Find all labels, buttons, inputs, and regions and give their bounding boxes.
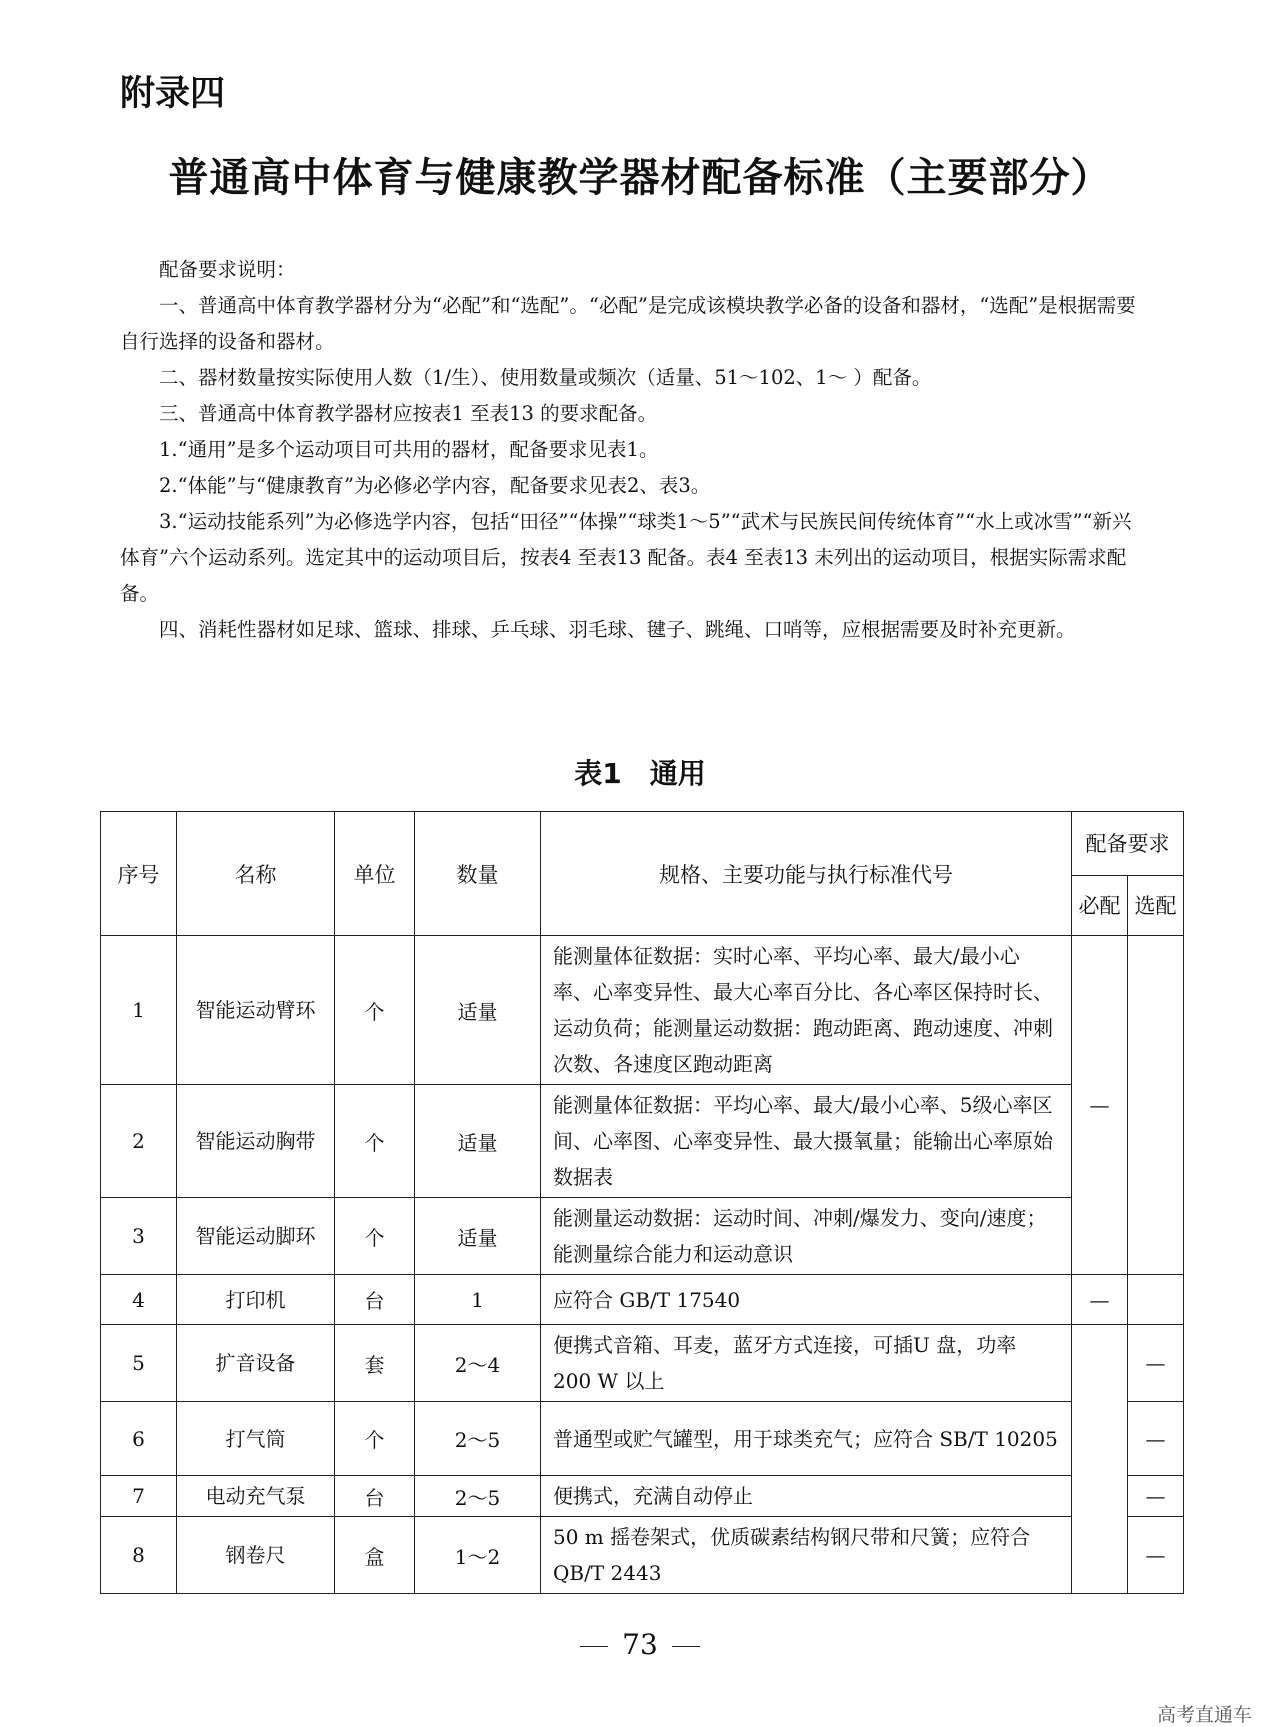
table-row (101, 1198, 1184, 1275)
row-index: 7 (101, 1476, 177, 1517)
dash-left (580, 1646, 608, 1647)
optional-mark: — (1128, 1476, 1184, 1517)
optional-mark: — (1128, 1325, 1184, 1402)
row-quantity: 适量 (415, 1085, 541, 1198)
row-spec: 普通型或贮气罐型，用于球类充气；应符合 SB/T 10205 (541, 1402, 1072, 1476)
header-index: 序号 (101, 812, 177, 936)
row-unit: 台 (335, 1275, 415, 1325)
row-name: 扩音设备 (177, 1325, 335, 1402)
required-mark: — (1072, 936, 1128, 1275)
row-name: 打气筒 (177, 1402, 335, 1476)
header-spec: 规格、主要功能与执行标准代号 (541, 812, 1072, 936)
row-quantity: 2～5 (415, 1402, 541, 1476)
row-spec: 50 m 摇卷架式，优质碳素结构钢尺带和尺簧；应符合 QB/T 2443 (541, 1517, 1072, 1594)
row-quantity: 1 (415, 1275, 541, 1325)
note-paragraph: 三、普通高中体育教学器材应按表1 至表13 的要求配备。 (159, 402, 658, 425)
note-paragraph: 一、普通高中体育教学器材分为“必配”和“选配”。“必配”是完成该模块教学必备的设备和器材，“选配”是根据需要自行选择的设备和器材。 (120, 294, 1136, 353)
note-paragraph: 2.“体能”与“健康教育”为必修必学内容，配备要求见表2、表3。 (159, 474, 711, 497)
optional-mark: — (1128, 1402, 1184, 1476)
row-spec: 能测量运动数据：运动时间、冲刺/爆发力、变向/速度；能测量综合能力和运动意识 (541, 1198, 1072, 1275)
optional-cell (1128, 1275, 1184, 1325)
row-spec: 应符合 GB/T 17540 (541, 1275, 1072, 1325)
row-quantity: 适量 (415, 1198, 541, 1275)
row-name: 智能运动臂环 (177, 936, 335, 1085)
row-quantity: 2～4 (415, 1325, 541, 1402)
table-number: 表1 (574, 757, 622, 790)
table-row (101, 1517, 1184, 1594)
row-index: 3 (101, 1198, 177, 1275)
row-unit: 套 (335, 1325, 415, 1402)
row-index: 2 (101, 1085, 177, 1198)
dash-right (672, 1646, 700, 1647)
table-row (101, 1275, 1184, 1325)
row-unit: 个 (335, 1085, 415, 1198)
row-spec: 便携式，充满自动停止 (541, 1476, 1072, 1517)
table-row (101, 1325, 1184, 1402)
row-unit: 盒 (335, 1517, 415, 1594)
row-name: 打印机 (177, 1275, 335, 1325)
row-spec: 能测量体征数据：平均心率、最大/最小心率、5级心率区间、心率图、心率变异性、最大摄氧量；能输出心率原始数据表 (541, 1085, 1072, 1198)
row-spec: 能测量体征数据：实时心率、平均心率、最大/最小心率、心率变异性、最大心率百分比、各心率区保持时长、运动负荷；能测量运动数据：跑动距离、跑动速度、冲刺次数、各速度区跑动距离 (541, 936, 1072, 1085)
note-paragraph: 四、消耗性器材如足球、篮球、排球、乒乓球、羽毛球、毽子、跳绳、口哨等，应根据需要及时补充更新。 (159, 618, 1076, 641)
row-index: 8 (101, 1517, 177, 1594)
header-required: 必配 (1072, 876, 1128, 936)
note-paragraph: 3.“运动技能系列”为必修选学内容，包括“田径”“体操”“球类1～5”“武术与民族民间传统体育”“水上或冰雪”“新兴体育”六个运动系列。选定其中的运动项目后，按表4 至表13 配备。表4 至表13 未列出的运动项目，根据实际需求配备。 (120, 510, 1132, 605)
row-index: 5 (101, 1325, 177, 1402)
table-row (101, 1402, 1184, 1476)
header-unit: 单位 (335, 812, 415, 936)
page-title: 普通高中体育与健康教学器材配备标准（主要部分） (168, 155, 1112, 201)
header-requirement: 配备要求 (1072, 812, 1184, 876)
requirement-notes (120, 252, 1150, 648)
row-quantity: 1～2 (415, 1517, 541, 1594)
notes-heading: 配备要求说明： (159, 258, 296, 281)
page-number-value: 73 (622, 1628, 658, 1661)
required-cell (1072, 1325, 1128, 1594)
appendix-label: 附录四 (120, 74, 226, 114)
watermark: 高考直通车 (1156, 1704, 1252, 1726)
optional-cell (1128, 936, 1184, 1275)
row-unit: 个 (335, 1402, 415, 1476)
row-unit: 个 (335, 1198, 415, 1275)
row-quantity: 适量 (415, 936, 541, 1085)
row-unit: 个 (335, 936, 415, 1085)
row-index: 1 (101, 936, 177, 1085)
table-row (101, 1085, 1184, 1198)
note-paragraph: 二、器材数量按实际使用人数（1/生）、使用数量或频次（适量、51～102、1～ ）配备。 (159, 366, 932, 389)
header-name: 名称 (177, 812, 335, 936)
note-paragraph: 1.“通用”是多个运动项目可共用的器材，配备要求见表1。 (159, 438, 659, 461)
row-quantity: 2～5 (415, 1476, 541, 1517)
row-name: 智能运动脚环 (177, 1198, 335, 1275)
row-name: 电动充气泵 (177, 1476, 335, 1517)
row-name: 钢卷尺 (177, 1517, 335, 1594)
row-unit: 台 (335, 1476, 415, 1517)
optional-mark: — (1128, 1517, 1184, 1594)
header-quantity: 数量 (415, 812, 541, 936)
required-mark: — (1072, 1275, 1128, 1325)
table-name: 通用 (649, 757, 706, 790)
header-optional: 选配 (1128, 876, 1184, 936)
row-index: 4 (101, 1275, 177, 1325)
row-spec: 便携式音箱、耳麦，蓝牙方式连接，可插U 盘，功率 200 W 以上 (541, 1325, 1072, 1402)
equipment-table (100, 811, 1184, 1594)
table-title (0, 752, 1280, 792)
row-name: 智能运动胸带 (177, 1085, 335, 1198)
table-row (101, 936, 1184, 1085)
table-row (101, 1476, 1184, 1517)
row-index: 6 (101, 1402, 177, 1476)
page-number (0, 1628, 1280, 1661)
